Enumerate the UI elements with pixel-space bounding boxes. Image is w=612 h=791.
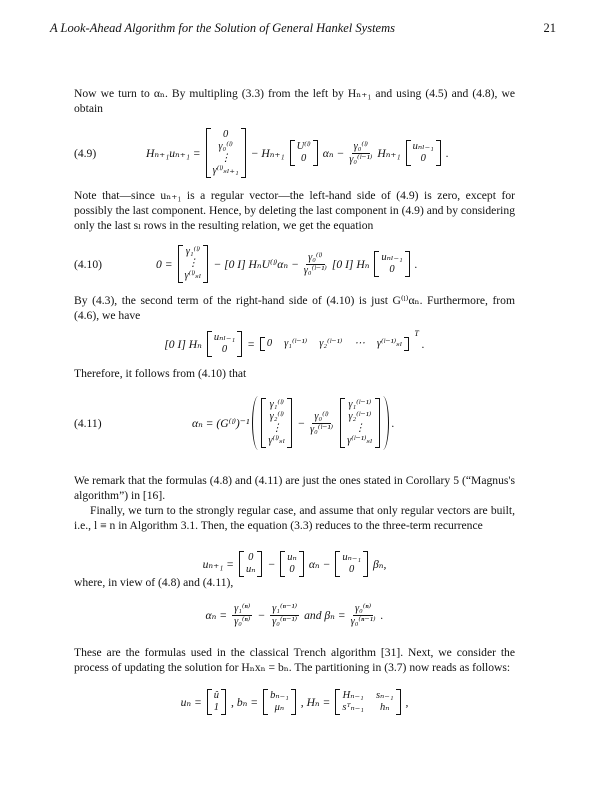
matrix-entry: 0 [289, 564, 295, 575]
equation-4-10 [74, 236, 515, 292]
denominator: γ₀⁽ⁿ⁻¹⁾ [272, 615, 298, 627]
numerator: γ₀⁽ˡ⁾ [314, 410, 329, 422]
matrix-entry: γ⁽ˡ⁻¹⁾ₛₗ [347, 435, 373, 446]
equation-4-9 [74, 118, 515, 188]
math-term: . [391, 416, 395, 430]
equation-body [146, 128, 449, 178]
matrix [280, 551, 304, 577]
matrix-entry: uₙ₋₁ [342, 552, 362, 563]
denominator: γ₀⁽ˡ⁻¹⁾ [349, 153, 373, 165]
denominator: γ₀⁽ⁿ⁾ [234, 615, 251, 627]
paragraph: By (4.3), the second term of the right-hand side of (4.10) is just G⁽ˡ⁾αₙ. Furthermore, from (4.6), we have [74, 294, 515, 323]
math-term: [0 I] Hₙ [164, 338, 202, 351]
paragraph: These are the formulas used in the classical Trench algorithm [31]. Next, we consider the process of updating the solution for Hₙxₙ = bₙ. The partitioning in (3.7) now reads as follows: [74, 646, 515, 675]
math-term: 0 = [156, 257, 173, 271]
matrix [340, 398, 380, 448]
matrix-entry: γ₁⁽ˡ⁻¹⁾ [284, 338, 308, 349]
matrix-entry: γ₂⁽ˡ⁻¹⁾ [319, 338, 343, 349]
fraction [310, 411, 333, 436]
matrix-entry: 0 [266, 338, 273, 349]
equation-4-6-identity [74, 330, 515, 358]
matrix-entry: 0 [222, 129, 229, 140]
math-term: − [267, 557, 276, 571]
equation-number: (4.10) [74, 257, 103, 271]
denominator: γ₀⁽ˡ⁻¹⁾ [303, 264, 327, 276]
equation-body [203, 551, 387, 577]
math-term: Hₙ₊₁uₙ₊₁ = [146, 147, 201, 160]
math-term: . [421, 337, 425, 351]
matrix-entry: sₙ₋₁ [375, 690, 394, 701]
math-term: αₙ − [322, 147, 345, 160]
matrix-entry: 0 [301, 153, 307, 164]
matrix-entry: 0 [389, 264, 395, 275]
matrix-entry: hₙ [379, 702, 390, 713]
matrix-entry: û [213, 690, 220, 701]
equation-4-11 [74, 388, 515, 458]
matrix-entry: ⋯ [354, 338, 365, 349]
numerator: γ₀⁽ⁿ⁾ [354, 602, 372, 614]
equation-number: (4.9) [74, 146, 97, 160]
paragraph: Note that—since uₙ₊₁ is a regular vector—the left-hand side of (4.9) is zero, except for possibly the last component. Hence, by deleting the last component in (4.9) and by considering only the last sₗ rows in the resulting relation, we get the equation [74, 189, 515, 233]
matrix [406, 140, 441, 166]
matrix-entry: γ₁⁽ˡ⁾ [185, 246, 201, 257]
matrix [335, 551, 368, 577]
matrix-entry: γ⁽ˡ⁾ₛₗ [184, 270, 202, 281]
math-term: αₙ − [308, 558, 331, 571]
matrix [374, 251, 409, 277]
paragraph: We remark that the formulas (4.8) and (4.11) are just the ones stated in Corollary 5 (“Magnus's algorithm”) in [16]. [74, 474, 515, 503]
matrix-entry: γ₁⁽ˡ⁻¹⁾ [348, 399, 372, 410]
matrix-entry: bₙ₋₁ [270, 690, 289, 701]
math-term: αₙ = (G⁽ˡ⁾)⁻¹ [192, 417, 250, 430]
matrix-entry: 0 [349, 564, 355, 575]
equation-body [206, 603, 384, 628]
fraction [349, 141, 372, 166]
math-term: − Hₙ₊₁ [250, 147, 285, 160]
matrix-entry: uₙₗ₋₁ [412, 141, 434, 152]
matrix-entry: γ⁽ˡ⁾ₛₗ [268, 435, 286, 446]
paragraph: where, in view of (4.8) and (4.11), [74, 576, 234, 589]
matrix [260, 337, 409, 351]
equation-body [181, 689, 409, 715]
matrix [178, 245, 209, 283]
running-header [50, 21, 556, 36]
matrix [207, 689, 226, 715]
denominator: γ₀⁽ˡ⁻¹⁾ [310, 423, 334, 435]
matrix-entry: γ₁⁽ˡ⁾ [269, 399, 284, 410]
matrix-entry: γ₂⁽ˡ⁾ [269, 411, 284, 422]
math-term: − [0 I] HₙU⁽ˡ⁾αₙ − [213, 258, 299, 271]
fraction [351, 603, 376, 628]
parenthesized-group [252, 396, 388, 450]
matrix [290, 140, 318, 166]
matrix [261, 398, 292, 448]
matrix-entry: μₙ [274, 702, 285, 713]
running-title: A Look-Ahead Algorithm for the Solution of General Hankel Systems [50, 21, 395, 35]
numerator: γ₁⁽ⁿ⁾ [234, 602, 251, 614]
math-term: − [257, 608, 266, 622]
math-term: , [405, 695, 409, 709]
math-term: . [445, 146, 449, 160]
matrix-entry: ⋮ [220, 153, 231, 164]
math-term: uₙ = [180, 696, 202, 709]
fraction [270, 603, 299, 628]
matrix-entry: γ⁽ˡ⁾ₛₗ₊₁ [212, 165, 239, 176]
math-term: αₙ = [205, 609, 228, 622]
matrix-entry: ⋮ [187, 258, 199, 269]
math-term: , bₙ = [231, 696, 259, 709]
matrix-entry: 1 [213, 702, 220, 713]
matrix [335, 689, 400, 715]
matrix-entry: uₙ [245, 564, 256, 575]
equation-number: (4.11) [74, 416, 102, 430]
fraction [304, 252, 327, 277]
numerator: γ₁⁽ⁿ⁻¹⁾ [272, 602, 298, 614]
math-term: uₙ₊₁ = [202, 558, 234, 571]
equation-body [192, 396, 395, 450]
page-number: 21 [543, 21, 556, 35]
math-term: − [297, 416, 306, 430]
fraction [232, 603, 252, 628]
matrix [206, 128, 246, 178]
matrix-entry: ⋮ [271, 423, 283, 434]
math-term: Hₙ₊₁ [377, 147, 401, 160]
paragraph: Now we turn to αₙ. By multipling (3.3) from the left by Hₙ₊₁ and using (4.5) and (4.8), we obtain [74, 87, 515, 116]
matrix-entry: uₙ [287, 552, 297, 563]
matrix-entry: γ₀⁽ˡ⁾ [218, 141, 233, 152]
math-term: = [247, 337, 255, 351]
math-term: . [380, 608, 384, 622]
matrix-entry: sᵀₙ₋₁ [342, 702, 364, 713]
equation-recurrence [74, 550, 515, 578]
matrix [239, 551, 263, 577]
numerator: γ₀⁽ˡ⁾ [353, 140, 368, 152]
paragraph: Finally, we turn to the strongly regular case, and assume that only regular vectors are built, i.e., l ≡ n in Algorithm 3.1. Then, the equation (3.3) reduces to the three-term recurrence [74, 504, 515, 533]
math-term: βₙ, [373, 558, 387, 571]
numerator: γ₀⁽ˡ⁾ [308, 251, 323, 263]
matrix-entry: 0 [248, 552, 254, 563]
denominator: γ₀⁽ⁿ⁻¹⁾ [350, 615, 376, 627]
matrix-entry: γ⁽ˡ⁻¹⁾ₛₗ [376, 338, 403, 349]
matrix-entry: uₙₗ₋₁ [213, 332, 236, 343]
paragraph: Therefore, it follows from (4.10) that [74, 367, 247, 380]
matrix-entry: 0 [221, 344, 228, 355]
matrix-entry: U⁽ˡ⁾ [296, 141, 311, 152]
matrix [207, 331, 242, 357]
matrix-entry: Hₙ₋₁ [342, 690, 364, 701]
equation-alpha-beta [74, 598, 515, 632]
matrix-entry: γ₂⁽ˡ⁻¹⁾ [348, 411, 372, 422]
matrix-entry: 0 [420, 153, 426, 164]
math-term: . [414, 257, 418, 271]
matrix-entry: ⋮ [354, 423, 366, 434]
equation-body [164, 331, 424, 357]
equation-partitioning [74, 688, 515, 716]
matrix-entry: uₙₗ₋₁ [381, 252, 403, 263]
matrix [263, 689, 296, 715]
math-term: [0 I] Hₙ [331, 258, 370, 271]
equation-body [156, 245, 418, 283]
transpose-superscript: T [414, 329, 419, 338]
math-term: , Hₙ = [300, 696, 331, 709]
math-term: and βₙ = [304, 609, 346, 622]
